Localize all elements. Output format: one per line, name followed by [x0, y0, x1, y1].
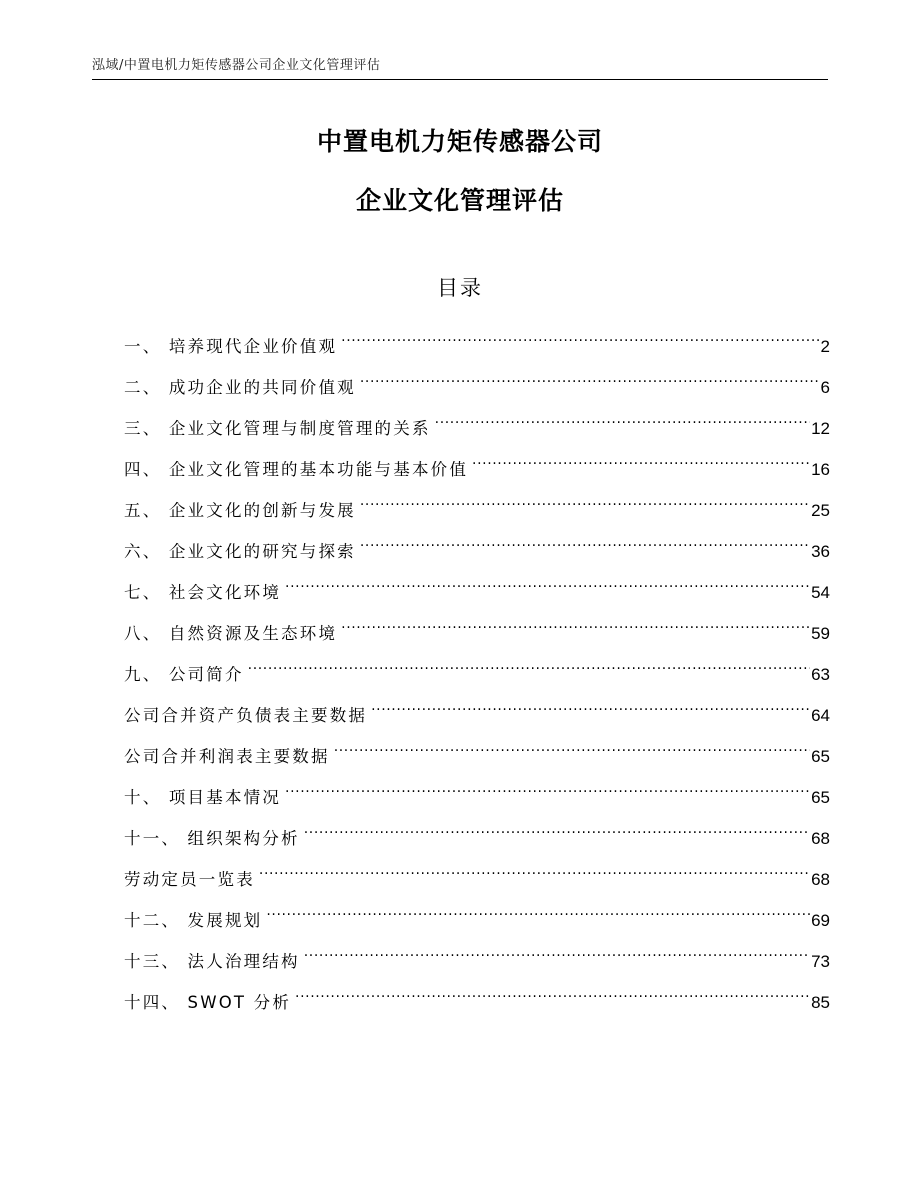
- toc-entry-page: 73: [811, 952, 830, 971]
- toc-entry[interactable]: [124, 486, 830, 527]
- document-subtitle: 企业文化管理评估: [355, 186, 564, 215]
- toc-entry-label: 二、 成功企业的共同价值观: [124, 378, 356, 397]
- toc-entry-page: 36: [811, 542, 830, 561]
- toc-entry-page: 12: [811, 419, 830, 438]
- toc-entry-label: 十二、 发展规划: [124, 911, 263, 930]
- toc-entry-label: 十三、 法人治理结构: [124, 952, 300, 971]
- toc-entry[interactable]: [124, 773, 830, 814]
- toc-entry[interactable]: [124, 363, 830, 404]
- document-title: 中置电机力矩传感器公司: [316, 127, 603, 156]
- toc-entry-page: 16: [811, 460, 830, 479]
- toc-leader-dots: [334, 732, 810, 762]
- toc-leader-dots: [360, 363, 820, 393]
- toc-entry[interactable]: [124, 650, 830, 691]
- toc-entry[interactable]: [124, 937, 830, 978]
- toc-entry[interactable]: [124, 691, 830, 732]
- toc-entry[interactable]: [124, 814, 830, 855]
- toc-leader-dots: [341, 609, 810, 639]
- toc-entry[interactable]: [124, 978, 830, 1019]
- toc-leader-dots: [304, 814, 810, 844]
- toc-leader-dots: [259, 855, 810, 885]
- toc-leader-dots: [360, 527, 810, 557]
- toc-entry-page: 68: [811, 870, 830, 889]
- toc-entry-label: 劳动定员一览表: [124, 870, 255, 889]
- toc-heading: 目录: [437, 276, 483, 300]
- toc-entry-label: 八、 自然资源及生态环境: [124, 624, 338, 643]
- toc-leader-dots: [435, 404, 810, 434]
- toc-entry-page: 6: [820, 378, 830, 397]
- table-of-contents: [124, 322, 830, 1019]
- toc-entry[interactable]: [124, 404, 830, 445]
- toc-entry-label: 十一、 组织架构分析: [124, 829, 300, 848]
- toc-entry-page: 54: [811, 583, 830, 602]
- toc-entry-label: 公司合并利润表主要数据: [124, 747, 330, 766]
- toc-entry-page: 68: [811, 829, 830, 848]
- toc-entry[interactable]: [124, 609, 830, 650]
- toc-entry-label: 四、 企业文化管理的基本功能与基本价值: [124, 460, 469, 479]
- toc-entry[interactable]: [124, 322, 830, 363]
- toc-entry-label: 七、 社会文化环境: [124, 583, 282, 602]
- toc-leader-dots: [360, 486, 810, 516]
- toc-entry-page: 69: [811, 911, 830, 930]
- toc-entry-page: 65: [811, 747, 830, 766]
- toc-entry-page: 65: [811, 788, 830, 807]
- toc-entry-page: 63: [811, 665, 830, 684]
- toc-leader-dots: [472, 445, 810, 475]
- toc-leader-dots: [341, 322, 819, 352]
- toc-entry-label: 九、 公司简介: [124, 665, 244, 684]
- toc-leader-dots: [295, 978, 810, 1008]
- toc-leader-dots: [304, 937, 810, 967]
- toc-leader-dots: [266, 896, 810, 926]
- toc-entry[interactable]: [124, 527, 830, 568]
- toc-entry-label: 十四、 SWOT 分析: [124, 993, 292, 1012]
- toc-entry[interactable]: [124, 732, 830, 773]
- toc-entry-label: 十、 项目基本情况: [124, 788, 282, 807]
- header-divider: [92, 79, 828, 80]
- toc-entry-page: 85: [811, 993, 830, 1012]
- toc-entry-page: 64: [811, 706, 830, 725]
- toc-entry[interactable]: [124, 855, 830, 896]
- toc-entry[interactable]: [124, 445, 830, 486]
- toc-entry-label: 六、 企业文化的研究与探索: [124, 542, 356, 561]
- toc-entry-label: 公司合并资产负债表主要数据: [124, 706, 368, 725]
- toc-entry-label: 一、 培养现代企业价值观: [124, 337, 338, 356]
- running-header: 泓域/中置电机力矩传感器公司企业文化管理评估: [92, 58, 381, 73]
- toc-entry[interactable]: [124, 568, 830, 609]
- toc-entry-label: 三、 企业文化管理与制度管理的关系: [124, 419, 431, 438]
- toc-leader-dots: [248, 650, 810, 680]
- toc-leader-dots: [285, 773, 810, 803]
- toc-entry-page: 59: [811, 624, 830, 643]
- toc-entry-page: 2: [820, 337, 830, 356]
- toc-entry[interactable]: [124, 896, 830, 937]
- toc-leader-dots: [285, 568, 810, 598]
- toc-entry-label: 五、 企业文化的创新与发展: [124, 501, 356, 520]
- toc-leader-dots: [371, 691, 810, 721]
- toc-entry-page: 25: [811, 501, 830, 520]
